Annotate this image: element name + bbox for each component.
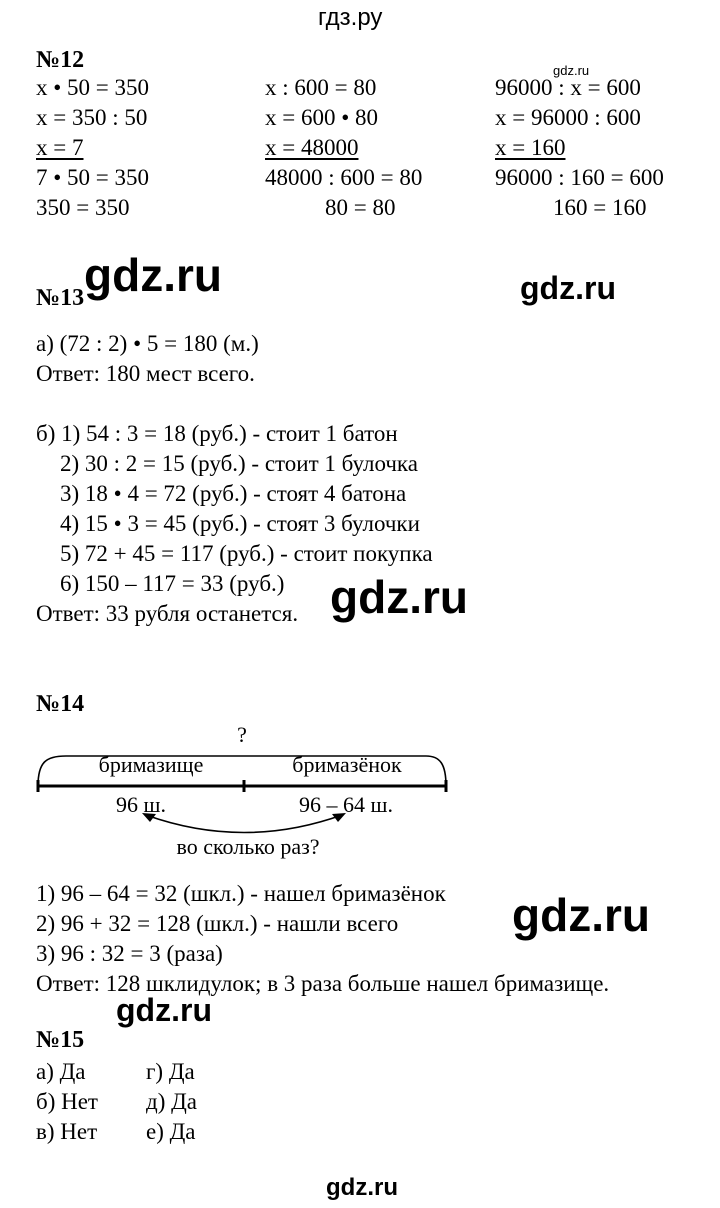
site-watermark: гдз.ру — [318, 4, 383, 31]
equation-check: 7 • 50 = 350 — [36, 165, 150, 190]
equation-check: 350 = 350 — [36, 195, 130, 220]
diagram-arrow-label: во сколько раз? — [176, 834, 320, 859]
equation-line: x = 350 : 50 — [36, 105, 148, 130]
equation-check: 48000 : 600 = 80 — [265, 165, 423, 190]
solution-step: 4) 15 • 3 = 45 (руб.) - стоят 3 булочки — [60, 511, 420, 536]
task-14-number: №14 — [36, 691, 85, 717]
task-13a-answer: Ответ: 180 мест всего. — [36, 361, 255, 386]
answer-item: г) Да — [146, 1059, 195, 1084]
equation-check: 160 = 160 — [553, 195, 647, 220]
task-13a-solution: а) (72 : 2) • 5 = 180 (м.) — [36, 331, 259, 356]
solution-step: б) 1) 54 : 3 = 18 (руб.) - стоит 1 батон — [36, 421, 398, 446]
equation-check: 96000 : 160 = 600 — [495, 165, 664, 190]
watermark-medium: gdz.ru — [116, 992, 212, 1028]
diagram-right-label: бримазёнок — [292, 752, 402, 777]
equation-line: x = 96000 : 600 — [495, 105, 641, 130]
equation-line: x • 50 = 350 — [36, 75, 150, 100]
solution-step: 1) 96 – 64 = 32 (шкл.) - нашел бримазёнок — [36, 881, 446, 906]
task-13-number: №13 — [36, 285, 85, 311]
equation-line: x = 600 • 80 — [265, 105, 379, 130]
equation-line: 96000 : x = 600 — [495, 75, 641, 100]
solution-step: 2) 30 : 2 = 15 (руб.) - стоит 1 булочка — [60, 451, 418, 476]
equation-check: 80 = 80 — [325, 195, 396, 220]
solution-step: 5) 72 + 45 = 117 (руб.) - стоит покупка — [60, 541, 433, 566]
equation-result: x = 48000 — [265, 135, 359, 160]
diagram-left-label: бримазище — [98, 752, 204, 777]
answer-item: а) Да — [36, 1059, 86, 1084]
solution-step: 2) 96 + 32 = 128 (шкл.) - нашли всего — [36, 911, 399, 936]
task-14-answer: Ответ: 128 шклидулок; в 3 раза больше нашел бримазище. — [36, 971, 610, 996]
diagram-right-value: 96 – 64 ш. — [299, 792, 393, 817]
task-12-number: №12 — [36, 47, 85, 73]
equation-result: x = 160 — [495, 135, 566, 160]
answer-item: е) Да — [146, 1119, 196, 1144]
answer-item: в) Нет — [36, 1119, 98, 1144]
answer-item: д) Да — [146, 1089, 198, 1114]
solution-step: 6) 150 – 117 = 33 (руб.) — [60, 571, 285, 596]
answer-item: б) Нет — [36, 1089, 98, 1114]
task-13b-answer: Ответ: 33 рубля останется. — [36, 601, 299, 626]
solution-step: 3) 96 : 32 = 3 (раза) — [36, 941, 223, 966]
diagram-question-mark: ? — [237, 722, 247, 747]
task-15-number: №15 — [36, 1027, 85, 1053]
watermark-medium: gdz.ru — [520, 270, 616, 306]
watermark-large: gdz.ru — [512, 889, 650, 941]
watermark-footer: gdz.ru — [326, 1174, 398, 1201]
watermark-large: gdz.ru — [84, 249, 222, 301]
diagram-left-value: 96 ш. — [116, 792, 166, 817]
watermark-large: gdz.ru — [330, 571, 468, 623]
solution-step: 3) 18 • 4 = 72 (руб.) - стоят 4 батона — [60, 481, 407, 506]
equation-line: x : 600 = 80 — [265, 75, 377, 100]
equation-result: x = 7 — [36, 135, 84, 160]
watermark-tiny: gdz.ru — [553, 63, 590, 78]
